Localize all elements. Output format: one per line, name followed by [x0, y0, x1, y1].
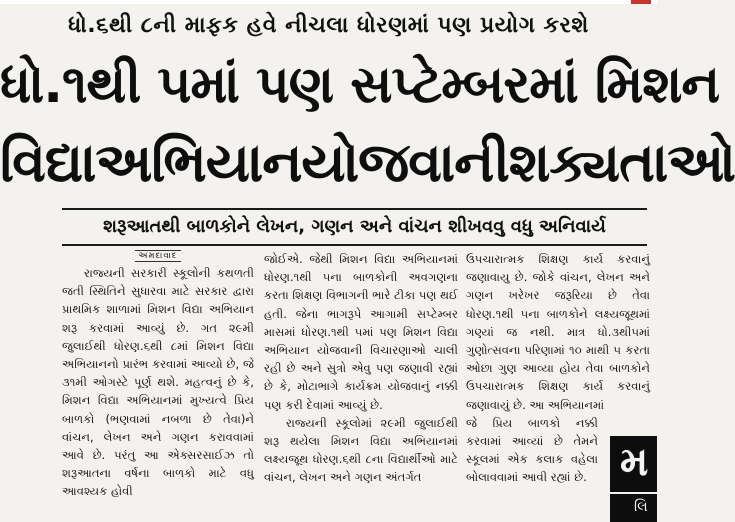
headline-line-2: વિદ્યાઅભિયાનયોજવાનીશક્યતાઓ — [0, 131, 735, 194]
article-column-1 — [62, 250, 254, 522]
subhead-rule-bottom — [62, 244, 647, 246]
accent-bar — [631, 0, 651, 4]
column-2-paragraph-1: જોઈએ. જેથી મિશન વિદ્યા અભિયાનમાં ધોરણ.૧થી ૫ના બાળકોની અવગણના કરતા શિક્ષણ વિભાગની ભારે ટીકા પણ થઈ હતી. જેના ભાગરૂપે આગામી સપ્ટેમ્બર માસમાં ધોરણ.૧થી ૫માં પણ મિશન વિદ્યા અભિયાન યોજવાની વિચારણાઓ ચાલી રહી છે અને સુત્રો એવુ પણ જણાવી રહ્યાં છે કે, મોટાભાગે કાર્યક્રમ યોજવાનું નક્કી પણ કરી દેવામાં આવ્યું છે. — [264, 252, 458, 412]
dateline-text: અમદાવાદ — [135, 250, 182, 262]
ad-subtext: લિ — [634, 499, 648, 515]
column-2-paragraph-2: રાજ્યની સ્કૂલોમાં ૨૯મી જુલાઈથી શરૂ થયેલા મિશન વિદ્યા અભિયાનમાં લક્ષ્યજૂથ ધોરણ.૬થી ૮ના વિદ્યાર્થીઓ માટે વાંચન, લેખન અને ગણન અંતર્ગત — [264, 415, 458, 485]
top-border — [0, 0, 657, 4]
column-1-text: રાજ્યની સરકારી સ્કૂલોની કથળતી જતી સ્થિતિને સુધારવા માટે સરકાર દ્વારા પ્રાથમિક શાળામાં મિશન વિદ્યા અભિયાન શરૂ કરવામાં આવ્યું છે. ગત ૨૯મી જુલાઈથી ધોરણ.૬થી ૮માં મિશન વિદ્યા અભિયાનનો પ્રારંભ કરવામાં આવ્યો છે, જે ૩૧મી ઓગસ્ટે પૂર્ણ થશે. મહત્વનું છે કે, મિશન વિદ્યા અભિયાનમાં મુખ્યત્વે પ્રિય બાળકો (ભણવામાં નબળા છે તેવા)ને વાંચન, લેખન અને ગણન કરાવવામાં આવે છે. પરંતુ આ એક્સરસાઈઝ તો શરૂઆતના વર્ષના બાળકો માટે વધુ આવશ્યક હોવી — [62, 266, 254, 499]
column-3-paragraph-1: ઉપચારાત્મક શિક્ષણ કાર્ય કરવાનું જણાવાયુ છે. જોકે વાંચન, લેખન અને ગણન ખરેખર જરૂરિયા છે તેવા ધોરણ.૧થી ૫ના બાળકોને લક્ષ્યજૂથમાં ગણ્યાં જ નથી. માત્ર ધો.૩થી૫માં ગુણોત્સવના પરિણામાં ૧૦ માથી ૫ કરતા ઓછા ગુણ આવ્યા હોય તેવા બાળકોને ઉપચારાત્મક શિક્ષણ કાર્ય કરવાનું જણાવાયું છે. આ અભિયાનમાં — [466, 252, 650, 412]
ad-glyph: મ — [620, 439, 649, 485]
subhead-rule-top — [62, 208, 647, 210]
ad-divider — [610, 492, 657, 494]
article-column-2 — [264, 250, 458, 522]
advertisement-fragment — [610, 436, 657, 522]
headline-line-1: ધો.૧થી ૫માં પણ સપ્ટેમ્બરમાં મિશન — [0, 55, 720, 115]
column-3-paragraph-2: જે પ્રિય બાળકો નક્કી કરવામાં આવ્યાં છે તેમને સ્કૂલમાં એક કલાક વહેલા બોલાવવામાં આવી રહ્યાં છે. — [466, 415, 598, 485]
subheadline: શરૂઆતથી બાળકોને લેખન, ગણન અને વાંચન શીખવવુ વધુ અનિવાર્ય — [103, 216, 606, 237]
dateline — [62, 250, 254, 262]
kicker: ધો.૬થી ૮ની માફક હવે નીચલા ધોરણમાં પણ પ્રયોગ કરશે — [68, 13, 589, 38]
